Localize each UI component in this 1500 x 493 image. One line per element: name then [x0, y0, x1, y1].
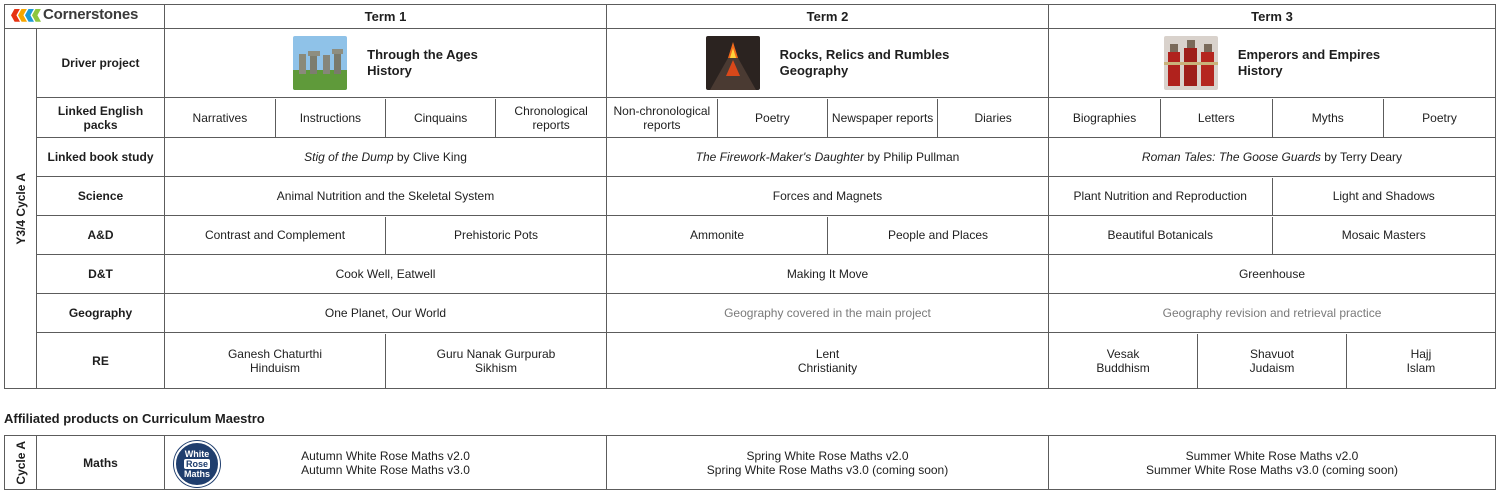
row-label: Maths	[37, 436, 165, 490]
project-subject: Geography	[779, 63, 849, 78]
affiliated-section-title: Affiliated products on Curriculum Maestro	[4, 411, 265, 426]
english-pack[interactable]: Poetry	[717, 99, 827, 137]
re-unit[interactable]	[165, 334, 386, 388]
re-festival: Lent	[815, 346, 840, 361]
science-term-1[interactable]: Animal Nutrition and the Skeletal System	[165, 177, 607, 216]
roman-soldiers-icon	[1164, 36, 1218, 90]
ad-term-2	[607, 216, 1049, 255]
english-pack[interactable]: Chronological reports	[514, 103, 588, 132]
re-row	[5, 333, 1496, 389]
project-subject: History	[1237, 63, 1283, 78]
maths-term-2[interactable]	[607, 436, 1049, 490]
row-label: RE	[37, 333, 165, 389]
logo-cell	[5, 5, 165, 29]
re-term-1	[165, 333, 607, 389]
row-label: Linked English packs	[37, 98, 165, 138]
book-cell-term-1[interactable]	[165, 138, 607, 177]
affiliated-cycle-label-cell	[5, 436, 37, 490]
white-rose-maths-logo: White Rose Maths	[174, 441, 220, 487]
book-title: The Firework-Maker's Daughter	[695, 150, 864, 164]
volcano-icon	[706, 36, 760, 90]
english-pack[interactable]: Poetry	[1422, 110, 1457, 125]
re-unit[interactable]	[1346, 334, 1495, 388]
design-technology-row	[5, 255, 1496, 294]
project-title: Emperors and Empires	[1237, 47, 1381, 62]
ad-term-3	[1049, 216, 1496, 255]
geography-term-2: Geography covered in the main project	[607, 294, 1049, 333]
english-pack[interactable]: Myths	[1272, 99, 1384, 137]
english-packs-row	[5, 98, 1496, 138]
maths-product: Spring White Rose Maths v3.0 (coming soon)	[706, 462, 949, 477]
re-religion: Christianity	[797, 360, 858, 375]
project-subject: History	[367, 63, 412, 78]
maths-product: Autumn White Rose Maths v2.0	[301, 448, 470, 463]
project-title: Rocks, Relics and Rumbles	[779, 47, 950, 62]
driver-project-row	[5, 29, 1496, 98]
row-label: Driver project	[37, 29, 165, 98]
ad-unit[interactable]: Mosaic Masters	[1341, 228, 1426, 242]
re-term-3	[1049, 333, 1496, 389]
english-term-1	[165, 98, 607, 138]
english-pack[interactable]: Narratives	[165, 99, 275, 137]
science-unit[interactable]: Light and Shadows	[1332, 189, 1435, 203]
maths-term-3[interactable]	[1049, 436, 1496, 490]
book-author: by Terry Deary	[1324, 150, 1403, 164]
term-3-header: Term 3	[1049, 5, 1496, 29]
row-label: Linked book study	[37, 138, 165, 177]
book-cell-term-3[interactable]	[1049, 138, 1496, 177]
re-religion: Sikhism	[474, 360, 517, 375]
ad-unit[interactable]: Contrast and Complement	[165, 217, 386, 254]
ad-unit[interactable]: Ammonite	[607, 217, 828, 254]
chevrons-icon	[11, 9, 39, 22]
driver-cell-term-2[interactable]	[607, 29, 1049, 98]
re-term-2[interactable]	[607, 333, 1049, 389]
maths-row	[5, 436, 1496, 490]
re-religion: Buddhism	[1096, 360, 1150, 375]
dt-term-2[interactable]: Making It Move	[607, 255, 1049, 294]
book-author: by Clive King	[396, 150, 467, 164]
re-festival: Vesak	[1106, 346, 1140, 361]
row-label: Science	[37, 177, 165, 216]
re-festival: Hajj	[1410, 346, 1432, 361]
english-pack[interactable]: Biographies	[1049, 99, 1161, 137]
project-title: Through the Ages	[367, 47, 478, 62]
maths-term-1[interactable]	[165, 436, 607, 490]
english-term-2	[607, 98, 1049, 138]
ad-unit[interactable]: Prehistoric Pots	[453, 228, 539, 242]
maths-product: Summer White Rose Maths v2.0	[1185, 448, 1359, 463]
maths-product: Spring White Rose Maths v2.0	[746, 448, 909, 463]
re-religion: Islam	[1406, 360, 1436, 375]
row-label: Geography	[37, 294, 165, 333]
geography-term-1[interactable]: One Planet, Our World	[165, 294, 607, 333]
science-term-3	[1049, 177, 1496, 216]
english-pack[interactable]: Cinquains	[386, 99, 496, 137]
re-festival: Ganesh Chaturthi	[227, 346, 323, 361]
geography-row	[5, 294, 1496, 333]
science-row	[5, 177, 1496, 216]
affiliated-cycle-label: Cycle A	[13, 440, 28, 485]
english-pack[interactable]: Diaries	[974, 110, 1012, 125]
ad-unit[interactable]: Beautiful Botanicals	[1049, 217, 1272, 254]
book-cell-term-2[interactable]	[607, 138, 1049, 177]
stonehenge-icon	[293, 36, 347, 90]
term-2-header: Term 2	[607, 5, 1049, 29]
ad-unit[interactable]: People and Places	[887, 228, 989, 242]
book-title: Roman Tales: The Goose Guards	[1141, 150, 1321, 164]
book-title: Stig of the Dump	[304, 150, 394, 164]
book-author: by Philip Pullman	[867, 150, 960, 164]
maths-product: Autumn White Rose Maths v3.0	[301, 462, 470, 477]
book-study-row	[5, 138, 1496, 177]
english-pack[interactable]: Letters	[1161, 99, 1273, 137]
re-festival: Guru Nanak Gurpurab	[436, 346, 556, 361]
row-label: D&T	[37, 255, 165, 294]
science-term-2[interactable]: Forces and Magnets	[607, 177, 1049, 216]
affiliated-grid	[4, 435, 1496, 490]
art-design-row	[5, 216, 1496, 255]
ad-term-1	[165, 216, 607, 255]
english-term-3	[1049, 98, 1496, 138]
english-pack[interactable]: Non-chronological reports	[607, 99, 717, 137]
re-unit[interactable]	[386, 334, 607, 388]
english-pack[interactable]: Newspaper reports	[828, 99, 938, 137]
re-festival: Shavuot	[1249, 346, 1294, 361]
driver-cell-term-1[interactable]	[165, 29, 607, 98]
cycle-label-cell	[5, 29, 37, 389]
re-unit[interactable]	[1198, 334, 1347, 388]
driver-cell-term-3[interactable]	[1049, 29, 1496, 98]
re-religion: Judaism	[1249, 360, 1295, 375]
term-1-header: Term 1	[165, 5, 607, 29]
geography-term-3: Geography revision and retrieval practice	[1049, 294, 1496, 333]
cycle-label: Y3/4 Cycle A	[13, 172, 28, 245]
re-religion: Hinduism	[249, 360, 300, 375]
curriculum-grid	[4, 4, 1496, 389]
maths-product: Summer White Rose Maths v3.0 (coming soon)	[1145, 462, 1399, 477]
row-label: A&D	[37, 216, 165, 255]
brand-name: Cornerstones	[43, 6, 139, 24]
science-unit[interactable]: Plant Nutrition and Reproduction	[1049, 178, 1272, 215]
term-header-row	[5, 5, 1496, 29]
cornerstones-logo[interactable]	[11, 8, 138, 22]
dt-term-1[interactable]: Cook Well, Eatwell	[165, 255, 607, 294]
dt-term-3[interactable]: Greenhouse	[1049, 255, 1496, 294]
re-unit[interactable]	[1049, 334, 1198, 388]
english-pack[interactable]: Instructions	[275, 99, 385, 137]
